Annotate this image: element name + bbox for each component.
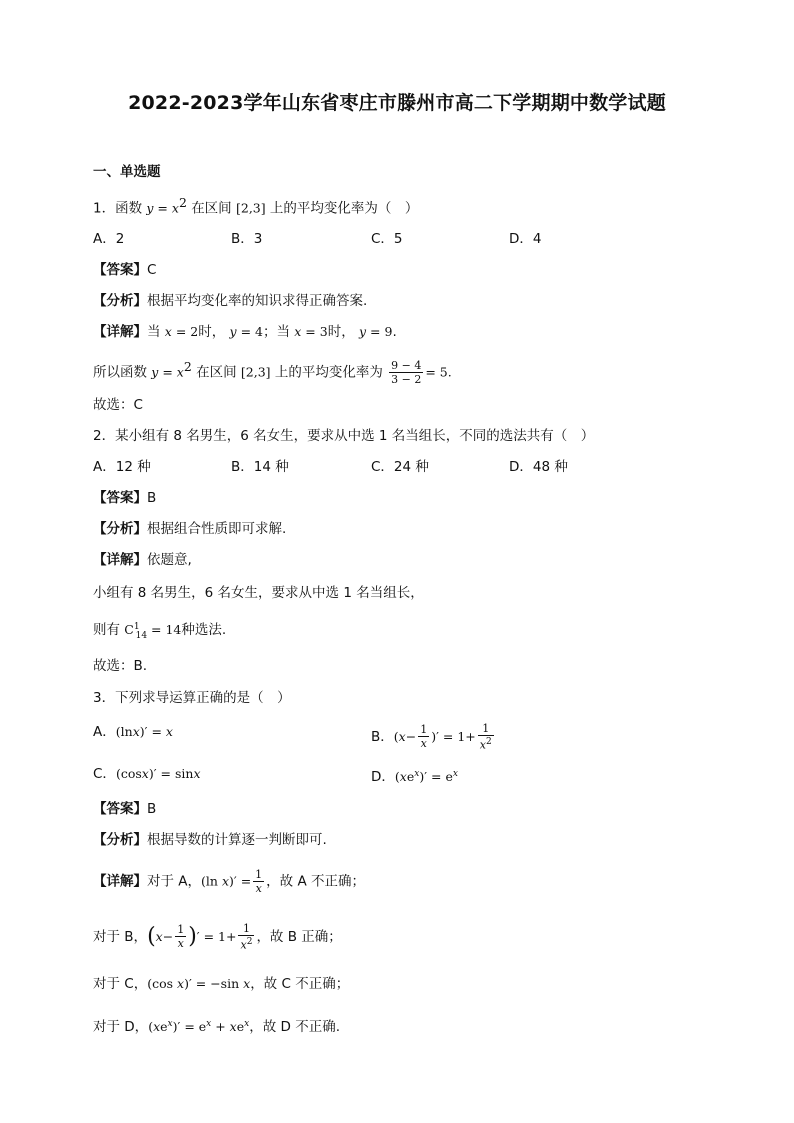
q1-analysis-text: 根据平均变化率的知识求得正确答案. xyxy=(147,293,368,309)
q1-formula-x: x xyxy=(171,200,179,216)
q1-detail-line2 xyxy=(93,357,452,386)
q3-d2-mid: ′ = 1+ xyxy=(196,928,237,944)
q2-option-a: A．12 种 xyxy=(93,459,151,475)
q2-option-c: C．24 种 xyxy=(371,459,429,475)
q3-option-d xyxy=(371,764,458,787)
q1-detail-a: 当 xyxy=(147,324,161,340)
q3-d1-formula: (ln x)′ = xyxy=(201,873,252,889)
q3-detail-a xyxy=(93,868,365,895)
q3-option-b-frac1 xyxy=(418,723,429,750)
q3-d2-frac1-num: 1 xyxy=(177,923,185,937)
q1-rate-den: 3 − 2 xyxy=(391,373,422,386)
q2-answer-value: B xyxy=(147,490,157,506)
q3-option-c-formula: (cosx)′ = sinx xyxy=(115,766,201,781)
q3-option-b xyxy=(371,722,496,752)
q3-option-c-label: C． xyxy=(93,766,116,782)
q1-line2-math-y: y xyxy=(151,364,159,380)
q2-analysis xyxy=(93,519,286,539)
q1-answer-tag: 【答案】 xyxy=(93,262,147,278)
q3-stem: 3．下列求导运算正确的是（ ） xyxy=(93,690,291,706)
q3-d1-frac xyxy=(253,868,264,895)
q1-conclusion: 故选：C xyxy=(93,397,143,413)
q1-answer xyxy=(93,260,156,280)
q3-option-a-label: A． xyxy=(93,724,116,740)
q3-analysis-tag: 【分析】 xyxy=(93,832,147,848)
q3-d2-x: x− xyxy=(155,928,174,944)
q3-answer-tag: 【答案】 xyxy=(93,801,147,817)
q1-detail-math-3: x xyxy=(294,324,302,339)
q1-stem-prefix: 1．函数 xyxy=(93,200,143,217)
q2-analysis-tag: 【分析】 xyxy=(93,521,147,537)
q1-stem-mid: 在区间 xyxy=(191,200,232,217)
q3-option-d-label: D． xyxy=(371,769,395,786)
q3-detail-b xyxy=(93,922,342,952)
q3-d2-b: ，故 B 正确； xyxy=(256,928,342,945)
q2-conclusion: 故选：B. xyxy=(93,658,148,674)
q3-d4-formula: $(xe^x)' = e^x + xe^x$ xyxy=(148,1019,250,1035)
q3-option-a-formula: (lnx)′ = x xyxy=(115,724,173,739)
q1-detail-b: 时， xyxy=(198,324,226,340)
q2-line3-a: 则有 xyxy=(93,622,120,639)
q3-option-b-frac2-num: 1 xyxy=(478,722,494,736)
q2-option-b: B．14 种 xyxy=(231,459,289,475)
q3-d2-frac2 xyxy=(238,922,254,952)
q1-interval: [2,3] xyxy=(235,200,266,216)
page-title: 2022-2023学年山东省枣庄市滕州市高二下学期期中数学试题 xyxy=(128,92,666,114)
q3-analysis-text: 根据导数的计算逐一判断即可. xyxy=(147,832,327,848)
q3-d3-formula: (cos x)′ = −sin x xyxy=(147,976,251,991)
q2-detail-text: 依题意, xyxy=(147,552,192,568)
q2-detail xyxy=(93,550,192,570)
q3-option-b-mid: )′ = 1+ xyxy=(431,728,476,744)
q2-answer xyxy=(93,488,156,508)
q3-detail-c xyxy=(93,974,349,994)
q1-line2-interval: [2,3] xyxy=(240,364,271,380)
q1-detail xyxy=(93,322,397,342)
q2-analysis-text: 根据组合性质即可求解. xyxy=(147,521,287,537)
section-heading: 一、单选题 xyxy=(93,164,161,180)
q1-line2-a: 所以函数 xyxy=(93,364,147,381)
q1-formula: y xyxy=(146,200,154,216)
q1-detail-c: ；当 xyxy=(262,324,290,340)
q1-rate-fraction xyxy=(389,359,423,386)
q2-detail-line3 xyxy=(93,617,226,646)
q3-option-b-frac1-num: 1 xyxy=(420,723,428,737)
q1-detail-math-1b: = 2 xyxy=(171,324,199,339)
q1-detail-math-2b: = 4 xyxy=(236,324,263,339)
q1-detail-e: . xyxy=(392,324,397,340)
q3-option-b-frac2-den: $x^2$ xyxy=(479,737,492,752)
q1-line2-b: 在区间 xyxy=(196,364,237,381)
q3-analysis xyxy=(93,830,327,850)
q3-answer xyxy=(93,799,156,819)
q3-d2-frac1-den: x xyxy=(177,937,184,951)
q1-detail-tag: 【详解】 xyxy=(93,324,147,340)
q3-d2-paren-close: ) xyxy=(188,923,197,949)
q3-d2-paren-open: ( xyxy=(147,923,156,949)
q2-line3-b: 种选法. xyxy=(181,622,227,639)
q1-detail-math-1: x xyxy=(164,324,172,339)
q3-d4-b: ，故 D 不正确. xyxy=(249,1019,340,1036)
q3-option-b-label: B． xyxy=(371,728,394,745)
q3-d2-frac2-den: $x^2$ xyxy=(240,937,253,952)
q1-option-a: A．2 xyxy=(93,231,125,247)
q3-answer-value: B xyxy=(147,801,157,817)
q1-detail-math-4b: = 9 xyxy=(366,324,393,339)
q1-rate-num: 9 − 4 xyxy=(391,359,422,372)
q1-formula-exp: 2 xyxy=(178,195,187,210)
q2-option-d: D．48 种 xyxy=(509,459,568,475)
q1-line2-c: 上的平均变化率为 xyxy=(274,364,383,381)
q2-answer-tag: 【答案】 xyxy=(93,490,147,506)
q3-option-d-formula: $(xe^x)' = e^x$ xyxy=(394,769,458,785)
q3-option-a xyxy=(93,722,173,742)
q1-option-d: D．4 xyxy=(509,231,542,247)
q3-d4-a: 对于 D， xyxy=(93,1019,149,1036)
q3-option-b-formula: (x− xyxy=(393,728,417,744)
q2-stem: 2．某小组有 8 名男生，6 名女生，要求从中选 1 名当组长，不同的选法共有（ ） xyxy=(93,428,595,444)
q3-d2-a: 对于 B， xyxy=(93,928,148,945)
q1-detail-math-3b: = 3 xyxy=(301,324,328,339)
q3-d1-frac-den: x xyxy=(255,882,262,895)
q3-option-c xyxy=(93,764,201,784)
q1-line2-math-x: x xyxy=(176,364,184,380)
q3-option-b-frac2 xyxy=(478,722,494,752)
q1-formula-eq: = xyxy=(153,200,172,216)
q1-analysis xyxy=(93,291,367,311)
q1-detail-d: 时， xyxy=(327,324,355,340)
q2-detail-tag: 【详解】 xyxy=(93,552,147,568)
q3-d3-b: ，故 C 不正确； xyxy=(250,976,350,992)
q3-d2-frac1 xyxy=(175,923,186,950)
q1-stem-suffix: 上的平均变化率为（ ） xyxy=(269,200,419,217)
q1-stem xyxy=(93,193,418,219)
q1-analysis-tag: 【分析】 xyxy=(93,293,147,309)
q3-d3-a: 对于 C， xyxy=(93,976,148,992)
q3-d1-frac-num: 1 xyxy=(255,868,263,881)
q1-line2-math-eq: = xyxy=(158,364,177,380)
q1-rate-result: = 5. xyxy=(425,364,452,380)
q3-detail-tag: 【详解】 xyxy=(93,873,147,890)
q1-line2-math-exp: 2 xyxy=(183,359,192,374)
q3-detail-d xyxy=(93,1014,340,1037)
q2-combination: $C^1_{14} = 14$ xyxy=(124,622,182,641)
q3-d1-a: 对于 A， xyxy=(147,873,202,890)
q2-detail-line2: 小组有 8 名男生，6 名女生，要求从中选 1 名当组长， xyxy=(93,585,424,601)
q3-d1-b: ，故 A 不正确； xyxy=(266,873,365,890)
q1-detail-math-4: y xyxy=(359,324,367,339)
q3-d2-frac2-num: 1 xyxy=(238,922,254,936)
q1-option-b: B．3 xyxy=(231,231,263,247)
q1-option-c: C．5 xyxy=(371,231,403,247)
q1-detail-math-2: y xyxy=(229,324,237,339)
q1-answer-value: C xyxy=(147,262,157,278)
q3-option-b-frac1-den: x xyxy=(420,737,427,751)
